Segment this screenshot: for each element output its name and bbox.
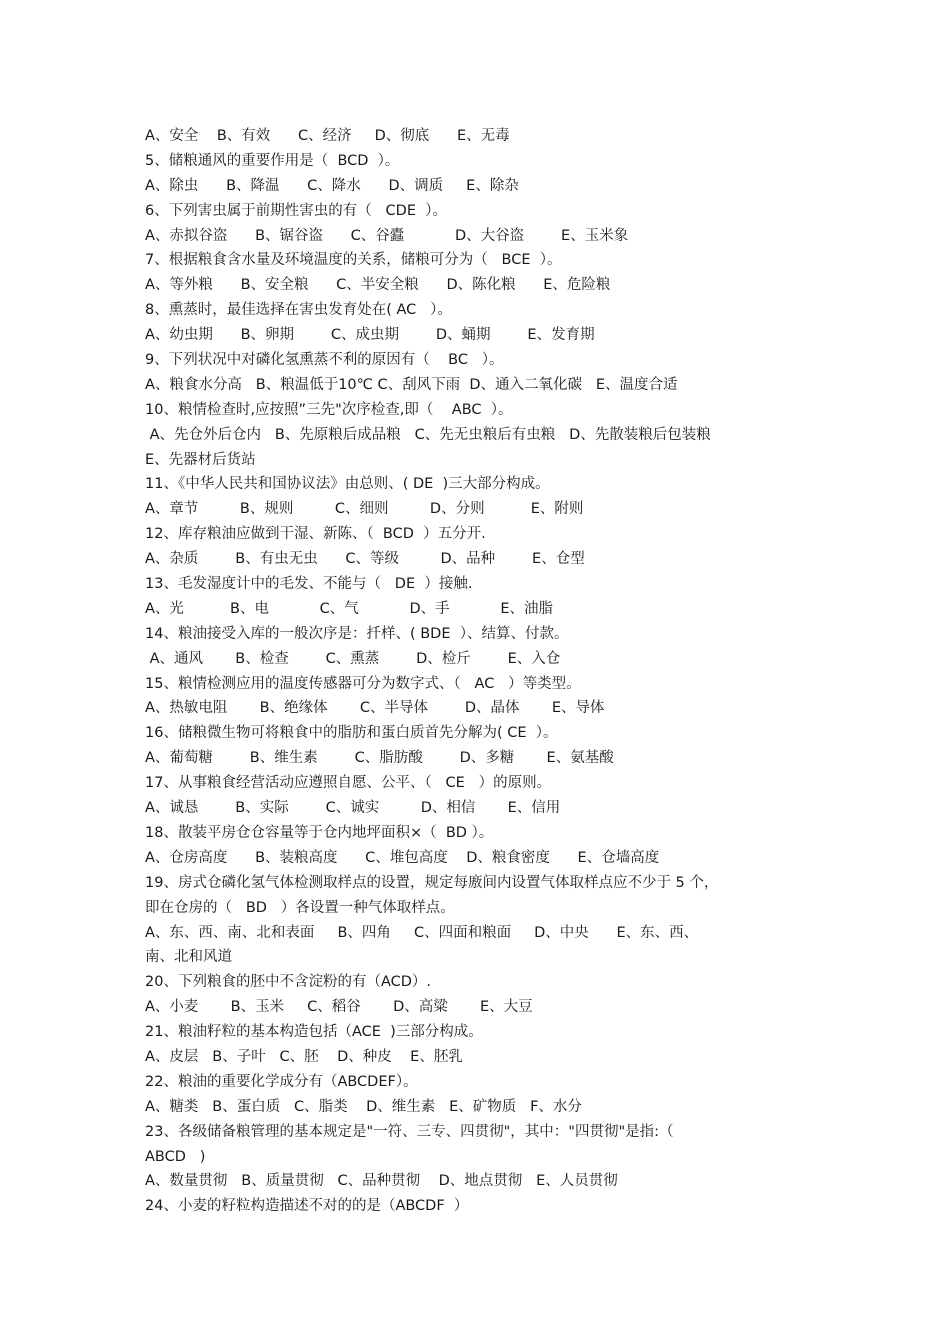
answer-options-line: A、除虫 B、降温 C、降水 D、调质 E、除杂 [145,177,519,194]
question-19-continued: 即在仓房的（ BD ）各设置一种气体取样点。 [145,899,455,916]
answer-options-line: A、小麦 B、玉米 C、稻谷 D、高粱 E、大豆 [145,999,533,1016]
question-20: 20、下列粮食的胚中不含淀粉的有（ACD）. [145,974,432,991]
answer-options-line: A、诚恳 B、实际 C、诚实 D、相信 E、信用 [145,800,561,817]
question-5: 5、储粮通风的重要作用是（ BCD ）。 [145,152,400,169]
answer-options-line: A、糖类 B、蛋白质 C、脂类 D、维生素 E、矿物质 F、水分 [145,1098,582,1115]
question-12: 12、库存粮油应做到干湿、新陈、（ BCD ）五分开. [145,526,486,543]
question-24: 24、小麦的籽粒构造描述不对的的是（ABCDF ） [145,1198,469,1215]
answer-options-line: A、东、西、南、北和表面 B、四角 C、四面和粮面 D、中央 E、东、西、 [145,924,699,941]
answer-options-line: A、通风 B、检查 C、熏蒸 D、检斤 E、入仓 [145,650,561,667]
answer-options-line: A、热敏电阻 B、绝缘体 C、半导体 D、晶体 E、导体 [145,700,605,717]
answer-options-line: A、赤拟谷盗 B、锯谷盗 C、谷蠹 D、大谷盗 E、玉米象 [145,227,629,244]
question-21: 21、粮油籽粒的基本构造包括（ACE )三部分构成。 [145,1024,483,1041]
question-13: 13、毛发湿度计中的毛发、不能与（ DE ）接触. [145,576,473,593]
answer-options-line: A、粮食水分高 B、粮温低于10℃ C、刮风下雨 D、通入二氧化碳 E、温度合适 [145,376,678,393]
answer-options-line: A、数量贯彻 B、质量贯彻 C、品种贯彻 D、地点贯彻 E、人员贯彻 [145,1173,618,1190]
document-page [145,124,810,1219]
answer-options-line: A、安全 B、有效 C、经济 D、彻底 E、无毒 [145,128,510,144]
question-22: 22、粮油的重要化学成分有（ABCDEF）。 [145,1073,418,1090]
answer-options-line: A、幼虫期 B、卵期 C、成虫期 D、蛹期 E、发育期 [145,327,595,344]
question-17: 17、从事粮食经营活动应遵照自愿、公平、（ CE ）的原则。 [145,775,552,792]
answer-options-line-continued: E、先器材后货站 [145,451,256,468]
question-6: 6、下列害虫属于前期性害虫的有（ CDE ）。 [145,202,447,219]
question-23-continued: ABCD ) [145,1148,206,1165]
question-23: 23、各级储备粮管理的基本规定是"一符、三专、四贯彻"，其中："四贯彻"是指:（ [145,1123,674,1140]
question-14: 14、粮油接受入库的一般次序是：扦样、( BDE ）、结算、付款。 [145,625,569,642]
question-16: 16、储粮微生物可将粮食中的脂肪和蛋白质首先分解为( CE ）。 [145,725,558,742]
answer-options-line: A、章节 B、规则 C、细则 D、分则 E、附则 [145,501,584,518]
question-19: 19、房式仓磷化氢气体检测取样点的设置，规定每廒间内设置气体取样点应不少于 5 个， [145,874,719,891]
answer-options-line: A、皮层 B、子叶 C、胚 D、种皮 E、胚乳 [145,1048,463,1065]
question-9: 9、下列状况中对磷化氢熏蒸不利的原因有（ BC ）。 [145,352,504,369]
question-18: 18、散装平房仓仓容量等于仓内地坪面积×（ BD ）。 [145,824,494,841]
question-7: 7、根据粮食含水量及环境温度的关系，储粮可分为（ BCE ）。 [145,252,562,269]
question-10: 10、粮情检查时,应按照”三先"次序检查,即（ ABC ）。 [145,401,513,418]
answer-options-line-continued: 南、北和风道 [145,949,232,966]
answer-options-line: A、等外粮 B、安全粮 C、半安全粮 D、陈化粮 E、危险粮 [145,277,611,294]
answer-options-line: A、先仓外后仓内 B、先原粮后成品粮 C、先无虫粮后有虫粮 D、先散装粮后包装粮 [145,426,711,443]
answer-options-line: A、光 B、电 C、气 D、手 E、油脂 [145,600,554,617]
answer-options-line: A、仓房高度 B、装粮高度 C、堆包高度 D、粮食密度 E、仓墙高度 [145,849,660,866]
answer-options-line: A、葡萄糖 B、维生素 C、脂肪酸 D、多糖 E、氨基酸 [145,750,614,767]
question-15: 15、粮情检测应用的温度传感器可分为数字式、（ AC ）等类型。 [145,675,581,692]
answer-options-line: A、杂质 B、有虫无虫 C、等级 D、品种 E、仓型 [145,551,585,568]
question-8: 8、熏蒸时，最佳选择在害虫发育处在( AC ）。 [145,302,452,319]
question-11: 11、《中华人民共和国协议法》由总则、( DE )三大部分构成。 [145,476,550,493]
